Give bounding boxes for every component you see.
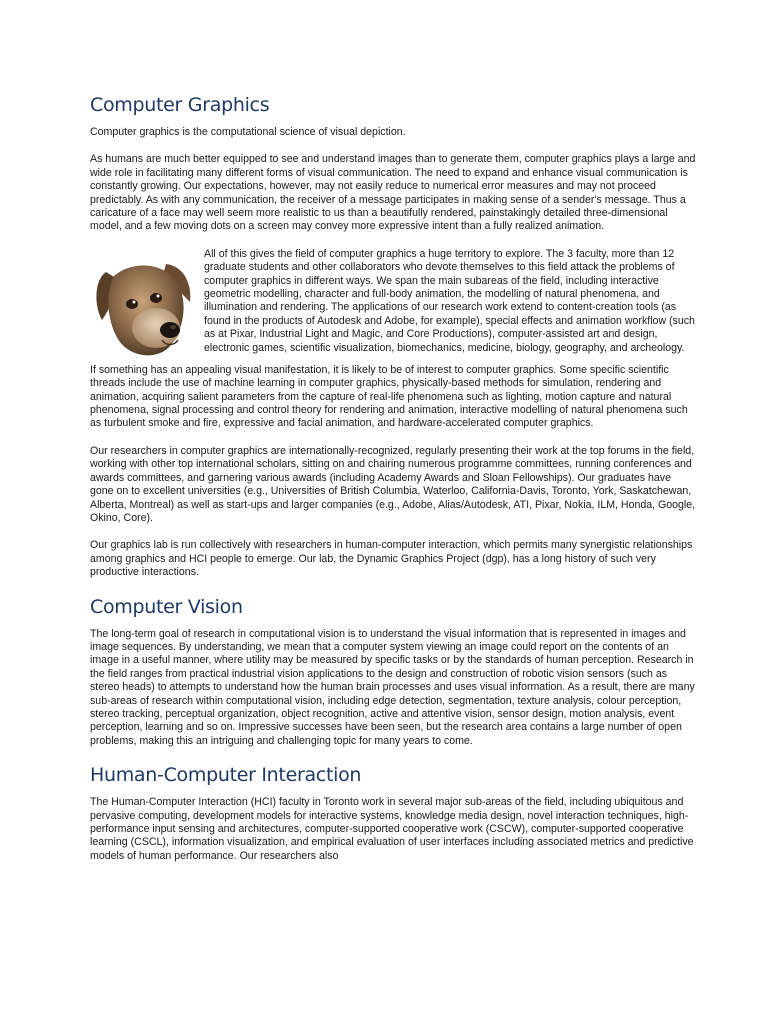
section-title-computer-graphics: Computer Graphics: [90, 94, 270, 116]
paragraph: Our graphics lab is run collectively with researchers in human-computer interaction, which permits many synergistic relationships among graphics and HCI people to emerge. Our lab, the Dynamic Graphics Project (dgp), has a long history of such very productive interactions.: [90, 539, 693, 579]
section-title-computer-vision: Computer Vision: [90, 595, 243, 618]
paragraph: As humans are much better equipped to see and understand images than to generate them, computer graphics plays a large and wide role in facilitating many different forms of visual communication. The need to expand and enhance visual communication is constantly growing. Our expectations, however, may not easily reduce to numerical error measures and may not proceed predictably. As with any communication, the receiver of a message participates in making sense of a sender's message. Thus a caricature of a face may well seem more realistic to us than a beautifully rendered, painstakingly detailed three-dimensional model, and a few moving dots on a screen may convey more expressive intent than a fully realized animation.: [90, 153, 696, 233]
dog-head-image: [92, 254, 198, 364]
paragraph: Our researchers in computer graphics are internationally-recognized, regularly presenting their work at the top forums in the field, working with other top international scholars, sitting on and chairing numerous programme committees, running conferences and awards committees, and garnering various awards (including Academy Awards and Sloan Fellowships). Our graduates have gone on to excellent universities (e.g., Universities of British Columbia, Waterloo, California-Davis, Toronto, York, Saskatchewan, Alberta, Montreal) as well as start-ups and larger companies (e.g., Adobe, Alias/Autodesk, ATI, Pixar, Nokia, ILM, Honda, Google, Okino, Core).: [90, 444, 696, 524]
paragraph: The Human-Computer Interaction (HCI) faculty in Toronto work in several major sub-areas of the field, including ubiquitous and pervasive computing, development models for interactive systems, knowledge media design, novel interaction techniques, high-performance input sensing and architectures, computer-supported cooperative work (CSCW), computer-supported cooperative learning (CSCL), information visualization, and empirical evaluation of user interfaces including associated metrics and predictive models of human performance. Our researchers also: [90, 796, 694, 862]
float-block: [90, 248, 696, 364]
section-computer-vision: [90, 594, 696, 749]
paragraph: Computer graphics is the computational science of visual depiction.: [90, 126, 406, 138]
paragraph: The long-term goal of research in computational vision is to understand the visual information that is represented in images and image sequences. By understanding, we mean that a computer system viewing an image could report on the contents of an image in a useful manner, where utility may be measured by specific tasks or by the standards of human perception. Research in the field ranges from practical industrial vision applications to the design and construction of robotic vision sensors (such as stereo heads) to attempts to understand how the human brain processes and uses visual information. As a result, there are many sub-areas of research within computational vision, including edge detection, segmentation, texture analysis, colour perception, stereo tracking, perceptual organization, object recognition, active and attentive vision, sensor design, motion analysis, event perception, learning and so on. Impressive successes have been seen, but the research area contains a large number of open problems, making this an intriguing and challenging topic for many years to come.: [90, 627, 695, 747]
section-title-hci: Human-Computer Interaction: [90, 764, 362, 787]
section-hci: [90, 762, 696, 863]
paragraph: All of this gives the field of computer graphics a huge territory to explore. The 3 faculty, more than 12 graduate students and other collaborators who devote themselves to this field attack the problems of computer graphics in different ways. We span the main subareas of the field, including interactive geometric modelling, character and full-body animation, the modelling of natural phenomena, and illumination and rendering. The applications of our research work extend to content-creation tools (as found in the products of Autodesk and Adobe, for example), special effects and animation workflow (such as at Pixar, Industrial Light and Magic, and Core Productions), computer-assisted art and design, electronic games, scientific visualization, biomechanics, medicine, biology, geography, and archeology.: [204, 247, 695, 354]
document-page: [90, 92, 696, 877]
section-computer-graphics: [90, 92, 696, 580]
paragraph: If something has an appealing visual manifestation, it is likely to be of interest to computer graphics. Some specific scientific threads include the use of machine learning in computer graphics, physically-based methods for simulation, rendering and animation, acquiring salient parameters from the capture of real-life phenomena such as lighting, motion capture and natural phenomena, signal processing and control theory for rendering and animation, interactive modelling of natural phenomena such as turbulent smoke and fire, expressive and facial animation, and hardware-accelerated computer graphics.: [90, 363, 688, 430]
